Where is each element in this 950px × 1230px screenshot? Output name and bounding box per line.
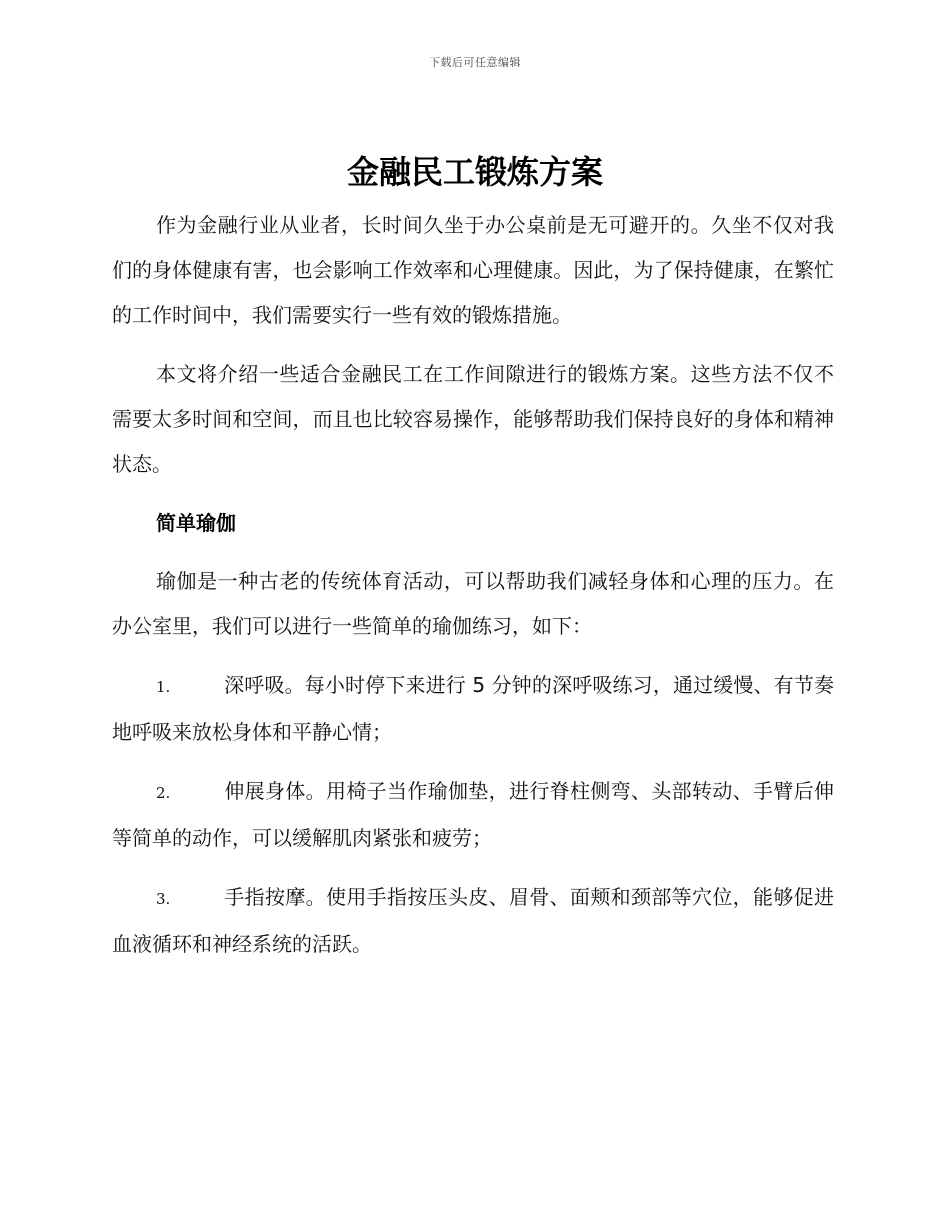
- list-item: [112, 875, 834, 967]
- list-item: [112, 769, 834, 861]
- document-title: 金融民工锻炼方案: [346, 153, 603, 191]
- header-note: 下载后可任意编辑: [429, 56, 521, 69]
- intro-paragraph-1: 作为金融行业从业者，长时间久坐于办公桌前是无可避开的。久坐不仅对我们的身体健康有害，也会影响工作效率和心理健康。因此，为了保持健康，在繁忙的工作时间中，我们需要实行一些有效的锻炼措施。: [112, 213, 834, 327]
- intro-paragraph-2: 本文将介绍一些适合金融民工在工作间隙进行的锻炼方案。这些方法不仅不需要太多时间和空间，而且也比较容易操作，能够帮助我们保持良好的身体和精神状态。: [112, 362, 834, 476]
- document-body: [112, 203, 834, 981]
- exercise-list: [112, 663, 834, 967]
- list-item-text: 手指按摩。使用手指按压头皮、眉骨、面颊和颈部等穴位，能够促进血液循环和神经系统的活跃。: [112, 885, 834, 956]
- list-item-number: 1.: [156, 678, 171, 696]
- list-item-number: 2.: [156, 784, 171, 802]
- list-item-text: 伸展身体。用椅子当作瑜伽垫，进行脊柱侧弯、头部转动、手臂后伸等简单的动作，可以缓解肌肉紧张和疲劳；: [112, 779, 834, 850]
- list-item-text: 深呼吸。每小时停下来进行 5 分钟的深呼吸练习，通过缓慢、有节奏地呼吸来放松身体和平静心情；: [112, 673, 834, 744]
- section-paragraph: 瑜伽是一种古老的传统体育活动，可以帮助我们减轻身体和心理的压力。在办公室里，我们可以进行一些简单的瑜伽练习，如下：: [112, 569, 834, 638]
- section-heading: 简单瑜伽: [156, 511, 236, 535]
- list-item: [112, 663, 834, 755]
- list-item-number: 3.: [156, 890, 171, 908]
